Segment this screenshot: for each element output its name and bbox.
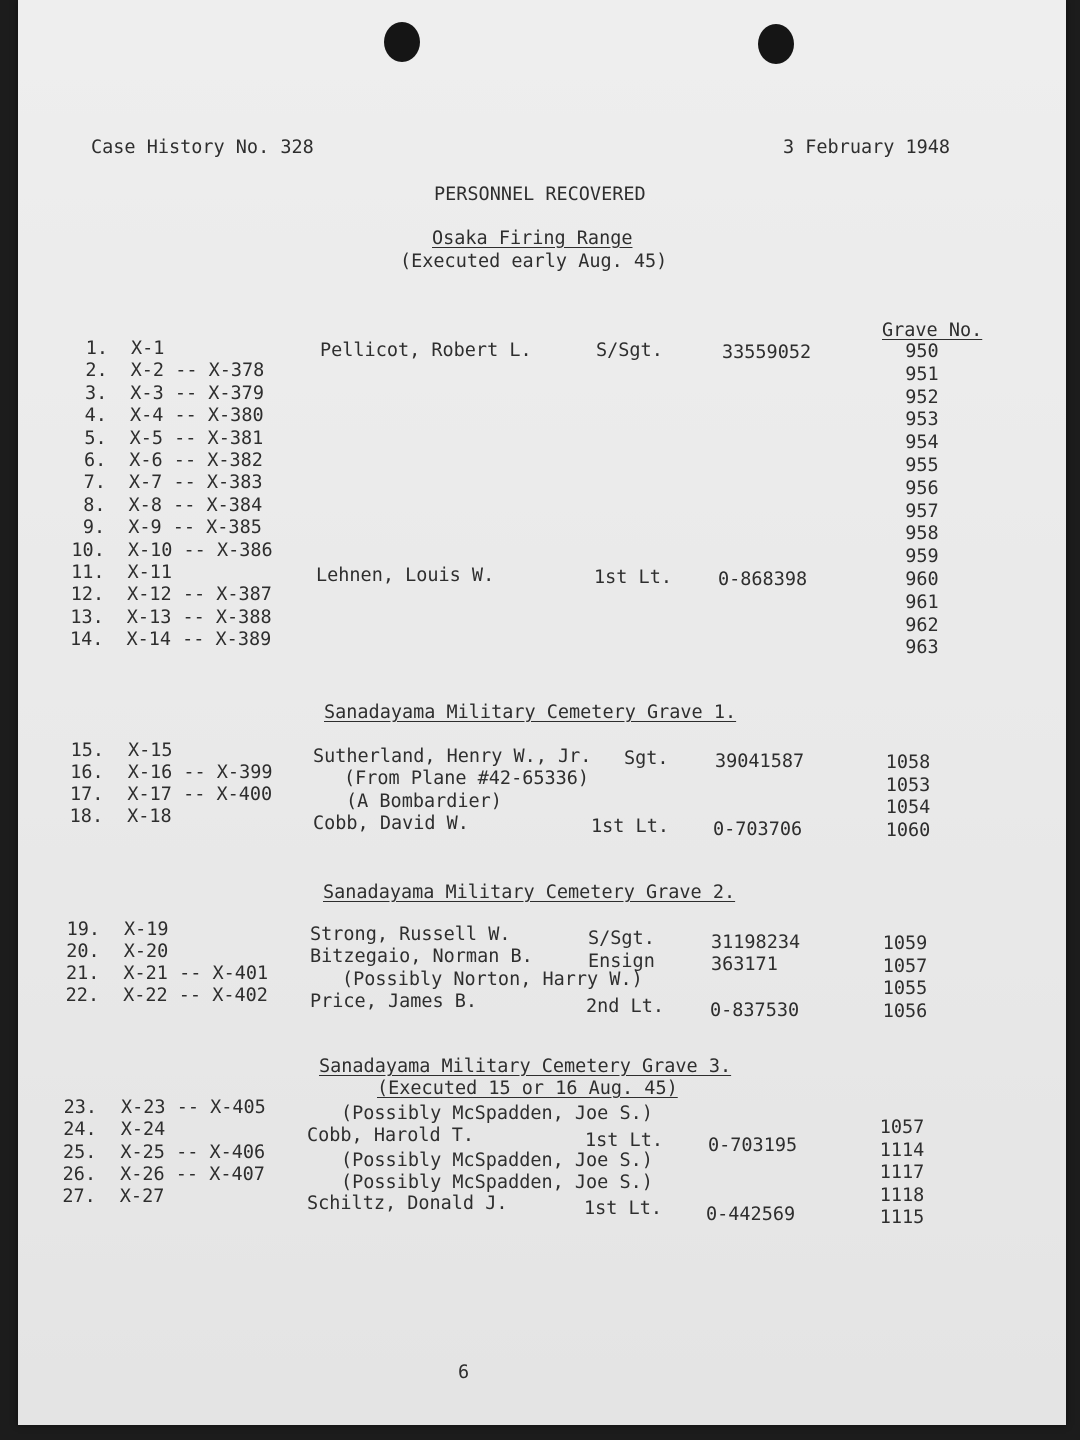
- grave-number: 1056: [882, 1000, 928, 1022]
- x-designation: X-7 -- X-383: [128, 472, 263, 494]
- grave-number: 1057: [882, 955, 928, 977]
- person-name: Schiltz, Donald J.: [307, 1193, 508, 1214]
- grave-number: 950: [905, 341, 939, 362]
- grave-number: 1053: [885, 774, 931, 796]
- punch-hole: [384, 22, 420, 62]
- punch-hole: [758, 24, 794, 64]
- person-rank: S/Sgt.: [588, 928, 655, 949]
- x-designation: X-9 -- X-385: [128, 517, 262, 539]
- document-page: [18, 0, 1066, 1425]
- x-designation: X-14 -- X-389: [126, 629, 272, 651]
- x-designation: X-24: [120, 1119, 166, 1141]
- person-rank: 1st Lt.: [585, 1130, 663, 1151]
- x-designation: X-26 -- X-407: [120, 1163, 265, 1185]
- item-number: 2.: [85, 360, 108, 382]
- item-number: 5.: [84, 427, 107, 449]
- grave-number: 958: [905, 523, 939, 545]
- x-designation: X-15: [128, 740, 173, 761]
- x-designation: X-20: [123, 941, 169, 962]
- person-note: (Possibly McSpadden, Joe S.): [341, 1172, 653, 1193]
- item-number: 9.: [82, 517, 106, 539]
- grave-number: 963: [905, 637, 939, 659]
- person-note: (From Plane #42-65336): [344, 768, 590, 789]
- person-name: Price, James B.: [310, 991, 478, 1012]
- x-designation: X-1: [131, 338, 165, 359]
- section-subtitle: (Executed early Aug. 45): [400, 251, 668, 272]
- x-designation: X-21 -- X-401: [123, 963, 269, 984]
- grave-number: 954: [905, 432, 939, 454]
- document-date: 3 February 1948: [783, 137, 951, 158]
- item-number: 16.: [70, 762, 104, 783]
- grave-number: 1114: [879, 1139, 925, 1161]
- grave-number: 962: [905, 614, 939, 636]
- x-designation: X-13 -- X-388: [126, 606, 272, 628]
- x-designation: X-11: [127, 562, 173, 583]
- grave-number: 1057: [879, 1117, 925, 1138]
- x-designation: X-4 -- X-380: [129, 405, 264, 427]
- grave-number-header: Grave No.: [882, 320, 983, 341]
- x-designation: X-27: [119, 1186, 165, 1208]
- item-number: 21.: [65, 963, 100, 984]
- person-rank: S/Sgt.: [596, 340, 663, 361]
- item-number: 22.: [65, 985, 100, 1006]
- item-number: 14.: [70, 629, 104, 651]
- item-number: 10.: [71, 539, 105, 561]
- person-name: Lehnen, Louis W.: [316, 565, 495, 586]
- person-rank: Sgt.: [624, 748, 669, 769]
- x-designation: X-12 -- X-387: [127, 584, 272, 606]
- page-number: 6: [458, 1362, 470, 1383]
- item-number: 19.: [66, 919, 100, 940]
- page-title: PERSONNEL RECOVERED: [434, 184, 646, 205]
- person-rank: 1st Lt.: [584, 1198, 662, 1219]
- person-serial: 31198234: [711, 932, 801, 953]
- person-name: Strong, Russell W.: [310, 924, 511, 945]
- x-designation: X-18: [127, 806, 172, 827]
- person-name: Cobb, Harold T.: [307, 1125, 475, 1146]
- person-name: Cobb, David W.: [313, 813, 469, 834]
- x-designation: X-19: [124, 919, 169, 940]
- item-number: 13.: [70, 606, 104, 628]
- x-designation: X-25 -- X-406: [120, 1141, 266, 1163]
- grave-number: 1055: [882, 978, 928, 1000]
- section-title: Sanadayama Military Cemetery Grave 2.: [323, 882, 736, 903]
- item-number: 23.: [63, 1097, 97, 1118]
- person-serial: 0-703195: [708, 1135, 798, 1156]
- person-rank: 1st Lt.: [591, 816, 669, 837]
- grave-number: 953: [905, 409, 939, 431]
- person-rank: 2nd Lt.: [586, 996, 664, 1017]
- item-number: 25.: [62, 1141, 97, 1163]
- person-serial: 0-703706: [713, 819, 803, 840]
- case-history-label: Case History No. 328: [91, 137, 314, 158]
- item-number: 1.: [85, 338, 108, 359]
- grave-number: 957: [905, 500, 939, 522]
- grave-number: 1117: [879, 1162, 925, 1184]
- x-designation: X-23 -- X-405: [121, 1097, 266, 1118]
- grave-number: 961: [905, 591, 939, 613]
- item-number: 8.: [83, 494, 106, 516]
- x-designation: X-10 -- X-386: [127, 539, 273, 561]
- grave-number: 956: [905, 477, 939, 499]
- x-designation: X-3 -- X-379: [130, 382, 264, 404]
- person-rank: Ensign: [588, 951, 655, 972]
- item-number: 24.: [63, 1119, 97, 1141]
- item-number: 6.: [83, 450, 107, 471]
- grave-number: 960: [905, 569, 939, 590]
- grave-number: 1060: [885, 819, 931, 841]
- person-rank: 1st Lt.: [594, 567, 672, 588]
- item-number: 18.: [69, 806, 104, 827]
- person-serial: 0-868398: [718, 569, 808, 590]
- x-designation: X-6 -- X-382: [129, 450, 263, 471]
- x-designation: X-22 -- X-402: [123, 985, 268, 1006]
- item-number: 11.: [71, 562, 105, 583]
- x-designation: X-16 -- X-399: [127, 762, 273, 783]
- section-title: Sanadayama Military Cemetery Grave 1.: [324, 702, 737, 723]
- item-number: 7.: [83, 472, 106, 494]
- item-number: 20.: [66, 941, 100, 962]
- grave-number: 1115: [879, 1207, 925, 1229]
- grave-number: 1059: [882, 933, 928, 954]
- section-title: Osaka Firing Range: [432, 228, 633, 249]
- grave-number: 951: [905, 363, 939, 385]
- item-number: 4.: [84, 405, 107, 427]
- person-serial: 39041587: [715, 751, 805, 772]
- x-designation: X-2 -- X-378: [130, 360, 265, 382]
- item-number: 26.: [62, 1163, 97, 1185]
- person-note: (Possibly Norton, Harry W.): [342, 969, 643, 990]
- person-serial: 33559052: [722, 342, 812, 363]
- item-number: 15.: [70, 740, 104, 761]
- x-designation: X-5 -- X-381: [129, 427, 264, 449]
- grave-number: 959: [905, 546, 939, 568]
- person-note: (A Bombardier): [346, 791, 502, 812]
- grave-number: 955: [905, 455, 939, 476]
- grave-number: 1058: [885, 752, 931, 773]
- x-designation: X-17 -- X-400: [127, 784, 273, 805]
- person-name: Bitzegaio, Norman B.: [310, 946, 533, 967]
- person-name: Sutherland, Henry W., Jr.: [313, 746, 592, 767]
- grave-number: 952: [905, 386, 939, 408]
- person-note: (Possibly McSpadden, Joe S.): [341, 1150, 653, 1171]
- item-number: 27.: [62, 1186, 96, 1208]
- person-name: Pellicot, Robert L.: [320, 340, 532, 361]
- section-subtitle: (Executed 15 or 16 Aug. 45): [377, 1078, 678, 1099]
- person-serial: 363171: [711, 954, 778, 975]
- item-number: 3.: [85, 382, 108, 404]
- person-serial: 0-442569: [706, 1204, 796, 1225]
- person-note: (Possibly McSpadden, Joe S.): [341, 1103, 653, 1124]
- item-number: 17.: [69, 784, 104, 805]
- grave-number: 1118: [879, 1184, 925, 1206]
- person-serial: 0-837530: [710, 1000, 800, 1021]
- grave-number: 1054: [885, 797, 931, 819]
- item-number: 12.: [70, 584, 105, 606]
- section-title: Sanadayama Military Cemetery Grave 3.: [319, 1056, 732, 1077]
- x-designation: X-8 -- X-384: [128, 494, 263, 516]
